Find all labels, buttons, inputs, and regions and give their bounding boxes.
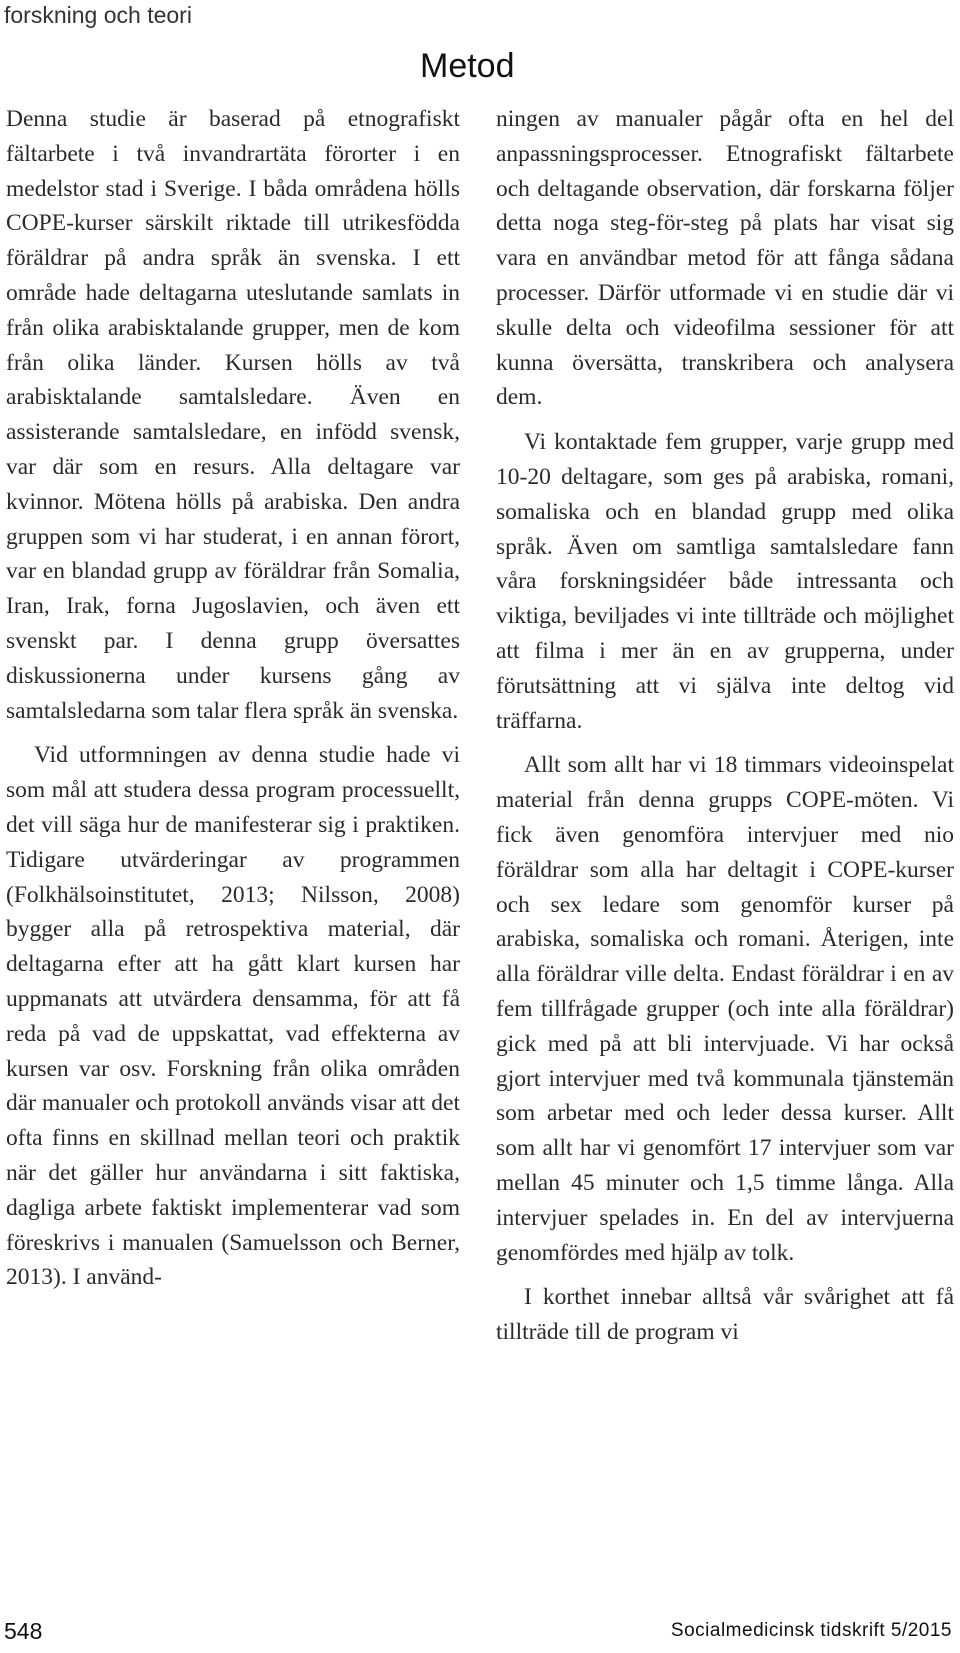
section-heading: Metod bbox=[420, 47, 515, 85]
paragraph: ningen av manualer pågår ofta en hel del anpassningsprocesser. Etnografiskt fältarbete och deltagande observation, där forskarna följer detta noga steg-för-steg på plats har visat sig vara en användbar metod för att fånga sådana processer. Därför utformade vi en studie där vi skulle delta och videofilma sessioner för att kunna översätta, transkribera och analysera dem. bbox=[496, 106, 954, 411]
page-number: 548 bbox=[4, 1618, 43, 1644]
paragraph: Denna studie är baserad på etnografiskt fältarbete i två invandrartäta förorter i en medelstor stad i Sverige. I båda områdena hölls COPE-kurser särskilt riktade till utrikesfödda föräldrar på andra språk än svenska. I ett område hade deltagarna uteslutande samlats in från olika arabisktalande grupper, men de kom från olika länder. Kursen hölls av två arabisktalande samtalsledare. Även en assisterande samtalsledare, en infödd svensk, var där som en resurs. Alla deltagare var kvinnor. Mötena hölls på arabiska. Den andra gruppen som vi har studerat, i en annan förort, var en blandad grupp av föräldrar från Somalia, Iran, Irak, forna Jugoslavien, och även ett svenskt par. I denna grupp översattes diskussionerna under kursens gång av samtalsledarna som talar flera språk än svenska. bbox=[6, 106, 460, 724]
right-text-column bbox=[496, 102, 954, 1350]
paragraph: I korthet innebar alltså vår svårighet att få tillträde till de program vi bbox=[496, 1284, 954, 1346]
paragraph: Vi kontaktade fem grupper, varje grupp med 10-20 deltagare, som ges på arabiska, romani, somaliska och en blandad grupp med olika språk. Även om samtliga samtalsledare fann våra forskningsidéer både intressanta och viktiga, beviljades vi inte tillträde och möjlighet att filma i mer än en av grupperna, under förutsättning att vi själva inte deltog vid träffarna. bbox=[496, 429, 954, 734]
running-head: forskning och teori bbox=[4, 2, 192, 28]
journal-footer: Socialmedicinsk tidskrift 5/2015 bbox=[670, 1620, 952, 1641]
paragraph: Allt som allt har vi 18 timmars videoinspelat material från denna grupps COPE-möten. Vi fick även genomföra intervjuer med nio föräldrar som alla har deltagit i COPE-kurser och sex ledare som genomför kurser på arabiska, somaliska och romani. Återigen, inte alla föräldrar ville delta. Endast föräldrar i en av fem tillfrågade grupper (och inte alla föräldrar) gick med på att bli intervjuade. Vi har också gjort intervjuer med två kommunala tjänstemän som arbetar med och leder dessa kurser. Allt som allt har vi genomfört 17 intervjuer som var mellan 45 minuter och 1,5 timme långa. Alla intervjuer spelades in. En del av intervjuerna genomfördes med hjälp av tolk. bbox=[496, 752, 954, 1266]
left-text-column bbox=[6, 102, 460, 1295]
paragraph: Vid utformningen av denna studie hade vi som mål att studera dessa program processuellt, det vill säga hur de manifesterar sig i praktiken. Tidigare utvärderingar av programmen (Folkhälsoinstitutet, 2013; Nilsson, 2008) bygger alla på retrospektiva material, där deltagarna efter att ha gått klart kursen har uppmanats att utvärdera densamma, för att få reda på vad de uppskattat, vad effekterna av kursen var osv. Forskning från olika områden där manualer och protokoll används visar att det ofta finns en skillnad mellan teori och praktik när det gäller hur användarna i sitt faktiska, dagliga arbete faktiskt implementerar vad som föreskrivs i manualen (Samuelsson och Berner, 2013). I använd- bbox=[6, 742, 460, 1291]
